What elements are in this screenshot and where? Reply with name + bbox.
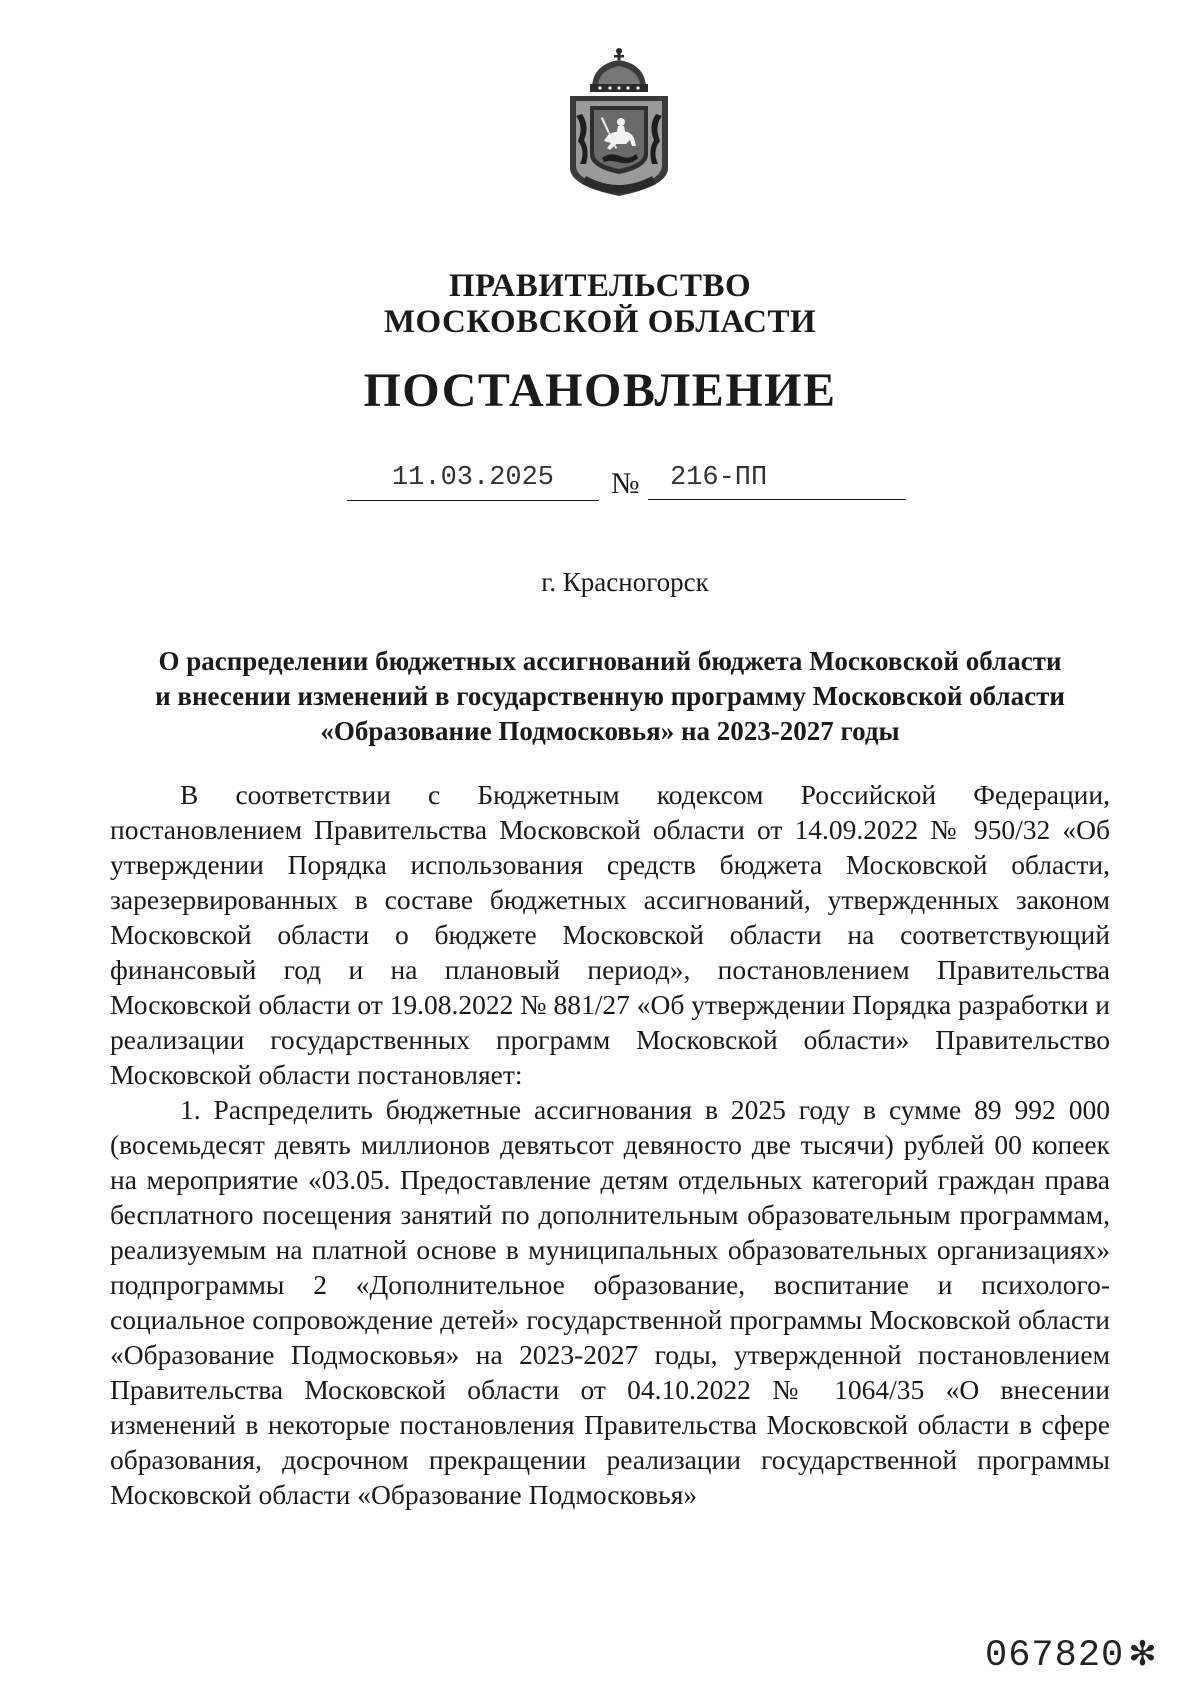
decree-date: 11.03.2025 — [347, 458, 599, 501]
coat-of-arms-icon — [564, 46, 674, 198]
place-of-issue: г. Красногорск — [541, 567, 709, 597]
serial-number-stamp — [985, 1632, 1158, 1678]
document-subject — [110, 644, 1110, 749]
subject-line-1: О распределении бюджетных ассигнований бюджета Московской области — [158, 646, 1062, 676]
serial-number: 067820 — [985, 1635, 1125, 1677]
document-type-heading: ПОСТАНОВЛЕНИЕ — [363, 364, 837, 417]
number-sign: № — [611, 467, 640, 500]
item-1-paragraph: 1. Распределить бюджетные ассигнования в 2025 году в сумме 89 992 000 (восемьдесят девять миллионов девятьсот девяносто две тысячи) рублей 00 копеек на мероприятие «03.05. Предоставление детям отдельных категорий граждан права бесплатного посещения занятий по дополнительным образовательным программам, реализуемым на платной основе в муниципальных образовательных организациях» подпрограммы 2 «Дополнительное образование, воспитание и психолого-социальное сопровождение детей» государственной программы Московской области «Образование Подмосковья» на 2023-2027 годы, утвержденной постановлением Правительства Московской области от 04.10.2022 № 1064/35 «О внесении изменений в некоторые постановления Правительства Московской области в сфере образования, досрочном прекращении реализации государственной программы Московской области «Образование Подмосковья» — [110, 1094, 1110, 1510]
preamble-paragraph: В соответствии с Бюджетным кодексом Российской Федерации, постановлением Правительства Московской области от 14.09.2022 № 950/32 «Об утверждении Порядка использования средств бюджета Московской области, зарезервированных в составе бюджетных ассигнований, утвержденных законом Московской области о бюджете Московской области на соответствующий финансовый год и на плановый период», постановлением Правительства Московской области от 19.08.2022 № 881/27 «Об утверждении Порядка разработки и реализации государственных программ Московской области» Правительство Московской области постановляет: — [110, 779, 1110, 1090]
government-title-line1: ПРАВИТЕЛЬСТВО — [448, 268, 752, 304]
asterisk-mark-icon: ✻ — [1128, 1634, 1158, 1674]
government-title-line2: МОСКОВСКОЙ ОБЛАСТИ — [383, 304, 817, 340]
subject-line-2: и внесении изменений в государственную программу Московской области — [155, 681, 1065, 711]
document-body — [110, 777, 1110, 1512]
decree-number: 216-ПП — [648, 458, 906, 500]
subject-line-3: «Образование Подмосковья» на 2023-2027 годы — [320, 716, 900, 746]
